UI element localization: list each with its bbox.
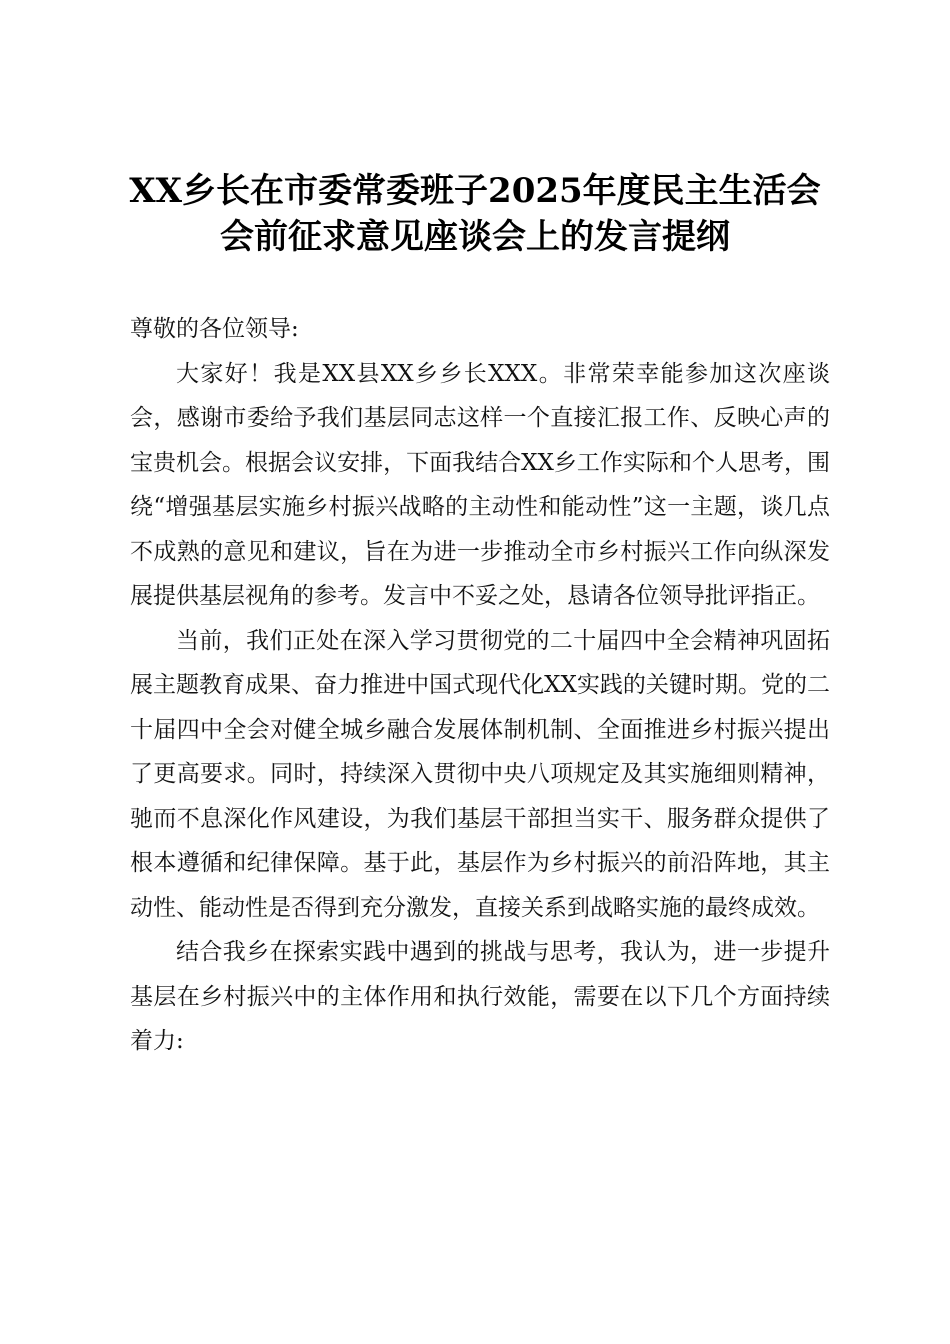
paragraph-transition: 结合我乡在探索实践中遇到的挑战与思考，我认为，进一步提升基层在乡村振兴中的主体作用和执行效能，需要在以下几个方面持续着力: [130, 939, 830, 1054]
document-body [130, 307, 830, 1064]
title-line-2: 会前征求意见座谈会上的发言提纲 [220, 217, 730, 257]
paragraph-context: 当前，我们正处在深入学习贯彻党的二十届四中全会精神巩固拓展主题教育成果、奋力推进中国式现代化XX实践的关键时期。党的二十届四中全会对健全城乡融合发展体制机制、全面推进乡村振兴提出了更高要求。同时，持续深入贯彻中央八项规定及其实施细则精神，驰而不息深化作风建设，为我们基层干部担当实干、服务群众提供了根本遵循和纪律保障。基于此，基层作为乡村振兴的前沿阵地，其主动性、能动性是否得到充分激发，直接关系到战略实施的最终成效。 [130, 627, 830, 921]
salutation: 尊敬的各位领导: [130, 316, 299, 342]
document-title [100, 168, 850, 260]
title-line-1: XX乡长在市委常委班子2025年度民主生活会 [129, 171, 821, 211]
paragraph-intro: 大家好！我是XX县XX乡乡长XXX。非常荣幸能参加这次座谈会，感谢市委给予我们基层同志这样一个直接汇报工作、反映心声的宝贵机会。根据会议安排，下面我结合XX乡工作实际和个人思考，围绕“增强基层实施乡村振兴战略的主动性和能动性”这一主题，谈几点不成熟的意见和建议，旨在为进一步推动全市乡村振兴工作向纵深发展提供基层视角的参考。发言中不妥之处，恳请各位领导批评指正。 [130, 360, 830, 609]
